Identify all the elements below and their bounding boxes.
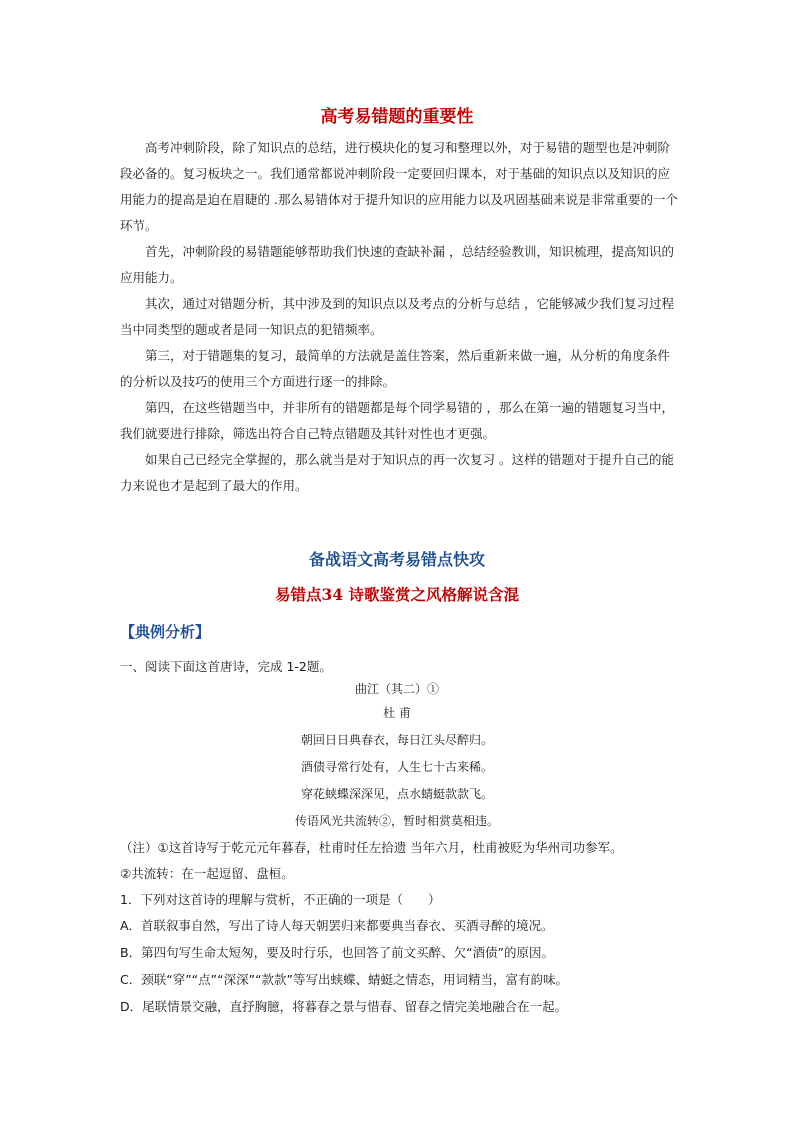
question-1: 1．下列对这首诗的理解与赏析，不正确的一项是（ ）	[120, 892, 441, 907]
poem-title: 曲江（其二）①	[354, 682, 439, 696]
intro-paragraph-1: 高考冲刺阶段，除了知识点的总结，进行模块化的复习和整理以外，对于易错的题型也是冲刺阶段必备的。复习板块之一。我们通常都说冲刺阶段一定要回归课本，对于基础的知识点以及知识的应用能力的提高是迫在眉睫的 .那么易错体对于提升知识的应用能力以及巩固基础来说是非常重要的一个环节。	[120, 140, 678, 233]
option-b: B．第四句写生命太短匆，要及时行乐，也回答了前文买醉、欠“酒债”的原因。	[120, 945, 555, 960]
intro-paragraph-4: 第三，对于错题集的复习，最简单的方法就是盖住答案，然后重新来做一遍，从分析的角度条件的分析以及技巧的使用三个方面进行逐一的排除。	[120, 348, 671, 389]
intro-paragraph-3: 其次，通过对错题分析，其中涉及到的知识点以及考点的分析与总结 ，它能够减少我们复习过程当中同类型的题或者是同一知识点的犯错频率。	[120, 296, 674, 337]
intro-paragraph-6: 如果自己已经完全掌握的，那么就当是对于知识点的再一次复习 。这样的错题对于提升自己的能力来说也才是起到了最大的作用。	[120, 452, 674, 493]
poem-note-1: （注）①这首诗写于乾元元年暮春，杜甫时任左拾遗 当年六月，杜甫被贬为华州司功参军。	[120, 840, 623, 855]
poem-line: 朝回日日典春衣，每日江头尽醉归。	[300, 733, 493, 747]
intro-paragraph-5: 第四，在这些错题当中，并非所有的错题都是每个同学易错的 ，那么在第一遍的错题复习当中，我们就要进行排除，筛选出符合自己特点错题及其针对性也才更强。	[120, 400, 674, 441]
intro-paragraph-2: 首先，冲刺阶段的易错题能够帮助我们快速的查缺补漏 ，总结经验教训，知识梳理，提高知识的应用能力。	[120, 244, 674, 285]
option-d: D．尾联情景交融，直抒胸臆，将暮春之景与惜春、留春之情完美地融合在一起。	[120, 999, 568, 1014]
poem-author: 杜 甫	[383, 706, 411, 720]
document-subtitle: 易错点34 诗歌鉴赏之风格解说含混	[275, 585, 519, 604]
poem-note-2: ②共流转：在一起逗留、盘桓。	[120, 866, 294, 881]
poem-line: 穿花蛱蝶深深见，点水蜻蜓款款飞。	[300, 787, 493, 801]
poem-line: 酒债寻常行处有，人生七十古来稀。	[300, 760, 493, 774]
question-instruction: 一、阅读下面这首唐诗，完成 1-2题。	[120, 659, 332, 674]
option-c: C．颈联“穿”“点”“深深”“款款”等写出蛱蝶、蜻蜓之情态，用词精当，富有韵味。	[120, 972, 569, 987]
section-heading: 【典例分析】	[120, 623, 211, 641]
intro-title: 高考易错题的重要性	[320, 107, 474, 127]
poem-line: 传语风光共流转②，暂时相赏莫相违。	[294, 814, 499, 828]
document-title: 备战语文高考易错点快攻	[308, 550, 485, 569]
option-a: A．首联叙事自然，写出了诗人每天朝罢归来都要典当春衣、买酒寻醉的境况。	[120, 918, 554, 933]
